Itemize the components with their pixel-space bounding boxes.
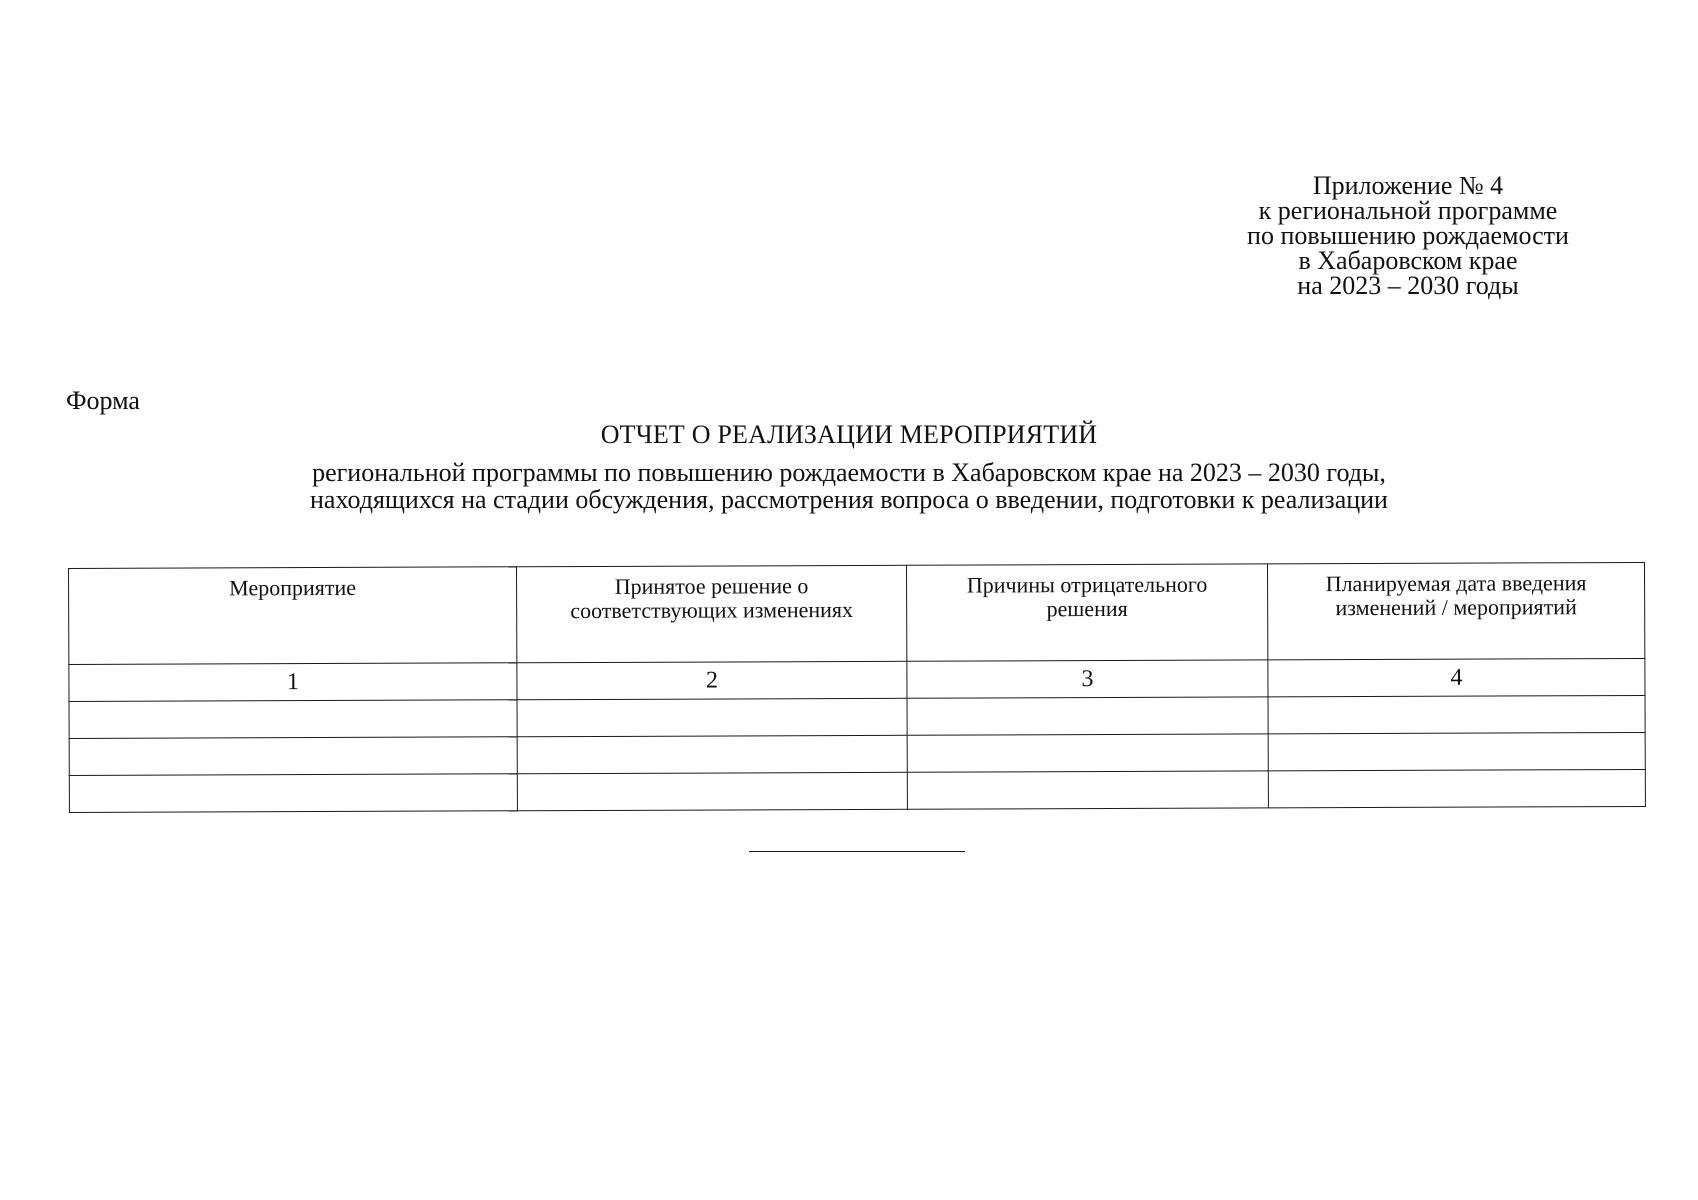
- table-cell: [517, 735, 907, 773]
- column-number: 3: [907, 660, 1268, 698]
- column-header-reasons: [906, 564, 1267, 661]
- table-row: [69, 769, 1645, 812]
- table-cell: [907, 697, 1268, 735]
- table-cell: [1268, 769, 1645, 807]
- report-subtitle: [0, 459, 1698, 513]
- form-label: Форма: [66, 386, 140, 415]
- table-cell: [69, 737, 517, 776]
- report-subtitle-line: находящихся на стадии обсуждения, рассмотрения вопроса о введении, подготовки к реализации: [310, 485, 1388, 514]
- appendix-line: в Хабаровском крае: [1298, 246, 1518, 275]
- table-cell: [907, 771, 1268, 809]
- table-cell: [69, 700, 517, 739]
- appendix-block: [1228, 173, 1588, 298]
- column-header-line: соответствующих изменениях: [570, 596, 854, 624]
- column-header-line: решения: [1046, 595, 1128, 622]
- table-cell: [1268, 695, 1645, 733]
- table-cell: [1268, 732, 1645, 770]
- end-rule-divider: [749, 851, 965, 852]
- table-cell: [907, 734, 1268, 772]
- table-row: [69, 732, 1645, 775]
- column-header-line: Мероприятие: [229, 574, 357, 601]
- table-row: [69, 695, 1645, 738]
- column-number: 1: [69, 663, 517, 702]
- report-table: [68, 562, 1646, 813]
- column-number-row: [69, 658, 1645, 701]
- table-cell: [517, 772, 907, 810]
- table-cell: [517, 698, 907, 736]
- column-header-line: Причины отрицательного: [966, 571, 1208, 598]
- table-cell: [69, 774, 517, 813]
- column-header-line: Принятое решение о: [614, 573, 809, 599]
- appendix-line: Приложение № 4: [1312, 171, 1504, 200]
- report-title: ОТЧЕТ О РЕАЛИЗАЦИИ МЕРОПРИЯТИЙ: [600, 420, 1098, 449]
- column-header-event: [69, 567, 517, 665]
- appendix-line: по повышению рождаемости: [1247, 221, 1569, 250]
- report-subtitle-line: региональной программы по повышению рождаемости в Хабаровском крае на 2023 – 2030 годы,: [312, 458, 1386, 487]
- column-number: 4: [1268, 658, 1645, 696]
- column-header-decision: [516, 565, 906, 662]
- appendix-line: к региональной программе: [1258, 196, 1558, 225]
- appendix-line: на 2023 – 2030 годы: [1297, 271, 1519, 300]
- column-number: 2: [517, 661, 907, 699]
- column-header-line: Планируемая дата введения: [1325, 570, 1587, 597]
- column-header-line: изменений / мероприятий: [1335, 594, 1577, 621]
- column-header-planned-date: [1267, 562, 1644, 659]
- table-header-row: [69, 562, 1645, 664]
